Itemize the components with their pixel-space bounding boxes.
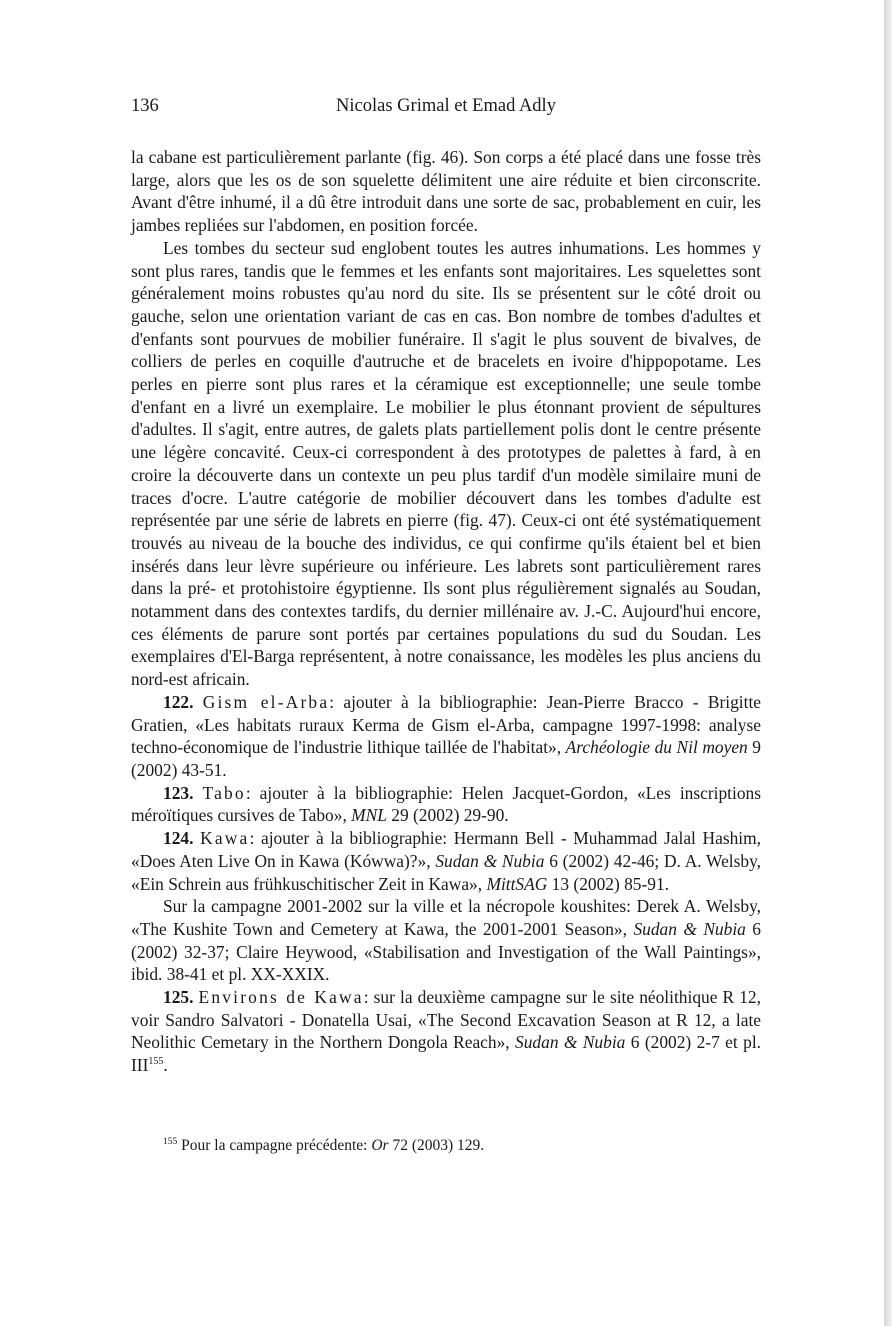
entry-text: : ajouter à la bibliographie: Helen Jacquet-Gordon, «Les inscriptions méroïtiques cursives de Tabo», xyxy=(131,782,761,826)
entry-number: 123. xyxy=(163,782,194,803)
journal-title: MittSAG xyxy=(486,873,548,894)
site-name: Tabo xyxy=(202,782,246,803)
entry-text: : ajouter à la bibliographie: Hermann Bell - Muhammad Jalal Hashim, «Does Aten Live On in Kawa (Kówwa)?», xyxy=(131,828,761,871)
entry-text: 6 (2002) 2-7 et pl. III xyxy=(131,1032,762,1076)
journal-title: Or xyxy=(371,1137,389,1154)
entry-number: 125. xyxy=(163,987,194,1008)
site-name: Kawa xyxy=(200,828,250,849)
entry-text: 6 (2002) 32-37; Claire Heywood, «Stabilisation and Investigation of the Wall Paintings», ibid. 38-41 et pl. XX-XXIX. xyxy=(131,918,762,985)
entry-text: 29 (2002) 29-90. xyxy=(386,805,509,826)
journal-title: Sudan & Nubia xyxy=(515,1032,626,1053)
entry-124 xyxy=(131,827,761,895)
entry-text: 9 (2002) 43-51. xyxy=(131,737,762,780)
page-header xyxy=(131,96,761,120)
footnote-text: Pour la campagne précédente: xyxy=(177,1137,372,1154)
page-number: 136 xyxy=(131,96,159,116)
entry-text: : sur la deuxième campagne sur le site néolithique R 12, voir Sandro Salvatori - Donatella Usai, «The Second Excavation Season at R 12, a late Neolithic Cemetary in the Northern Dongola Reach», xyxy=(131,987,761,1053)
entry-text: 6 (2002) 42-46; D. A. Welsby, «Ein Schrein aus frühkuschitischer Zeit in Kawa», xyxy=(131,850,762,894)
entry-text: 13 (2002) 85-91. xyxy=(547,873,670,894)
journal-title: Sudan & Nubia xyxy=(435,850,545,871)
entry-text: Sur la campagne 2001-2002 sur la ville et la nécropole koushites: Derek A. Welsby, «The Kushite Town and Cemetery at Kawa, the 2001-2001 Season», xyxy=(131,896,761,939)
footnote-reference: 155 xyxy=(148,1056,164,1068)
entry-text: : ajouter à la bibliographie: Jean-Pierre Bracco - Brigitte Gratien, «Les habitats ruraux Kerma de Gism el-Arba, campagne 1997-1998: analyse techno-économique de l'industrie lithique taillée de l'habitat», xyxy=(131,691,761,758)
entry-125 xyxy=(131,986,761,1077)
entry-text: . xyxy=(163,1055,168,1076)
journal-title: MNL xyxy=(351,805,387,826)
entry-124-continuation xyxy=(131,895,761,986)
site-name: Environs de Kawa xyxy=(198,987,364,1008)
site-name: Gism el-Arba xyxy=(202,691,330,712)
footnote-text: 72 (2003) 129. xyxy=(388,1137,485,1154)
journal-title: Sudan & Nubia xyxy=(633,918,746,939)
footnote xyxy=(163,1136,763,1156)
main-text xyxy=(131,146,761,1077)
footnote-number: 155 xyxy=(163,1136,178,1147)
running-head: Nicolas Grimal et Emad Adly xyxy=(336,96,556,116)
entry-122 xyxy=(131,691,761,782)
journal-title: Archéologie du Nil moyen xyxy=(565,737,748,758)
scan-edge-shadow xyxy=(884,0,892,1326)
paragraph: Les tombes du secteur sud englobent toutes les autres inhumations. Les hommes y sont plus rares, tandis que le femmes et les enfants sont majoritaires. Les squelettes sont généralement moins robustes qu'au nord du site. Ils se présentent sur le côté droit ou gauche, selon une orientation variant de cas en cas. Bon nombre de tombes d'adultes et d'enfants sont pourvues de mobilier funéraire. Il s'agit le plus souvent de bivalves, de colliers de perles en coquille d'autruche et de bracelets en ivoire d'hippopotame. Les perles en pierre sont plus rares et la céramique est exceptionnelle; une seule tombe d'enfant en a livré un exemplaire. Le mobilier le plus étonnant provient de sépultures d'adultes. Il s'agit, entre autres, de galets plats partiellement polis dont le centre présente une légère concavité. Ceux-ci correspondent à des prototypes de palettes à fard, à en croire la découverte dans un contexte un peu plus tardif d'un modèle similaire muni de traces d'ocre. L'autre catégorie de mobilier découvert dans les tombes d'adulte est représentée par une série de labrets en pierre (fig. 47). Ceux-ci ont été systématiquement trouvés au niveau de la bouche des individus, ce qui confirme qu'ils étaient bel et bien insérés dans leur lèvre supérieure ou inférieure. Les labrets sont particulièrement rares dans la pré- et protohistoire égyptienne. Ils sont plus régulièrement signalés au Soudan, notamment dans des contextes tardifs, du dernier millénaire av. J.-C. Aujourd'hui encore, ces éléments de parure sont portés par certaines populations du sud du Soudan. Les exemplaires d'El-Barga représentent, à notre conaissance, les modèles les plus anciens du nord-est africain. xyxy=(131,237,761,690)
entry-number: 122. xyxy=(163,691,194,712)
entry-123 xyxy=(131,782,761,827)
paragraph: la cabane est particulièrement parlante (fig. 46). Son corps a été placé dans une fosse très large, alors que les os de son squelette délimitent une aire réduite et bien circonscrite. Avant d'être inhumé, il a dû être introduit dans une sorte de sac, probablement en cuir, les jambes repliées sur l'abdomen, en position forcée. xyxy=(131,147,761,236)
entry-number: 124. xyxy=(163,828,194,849)
